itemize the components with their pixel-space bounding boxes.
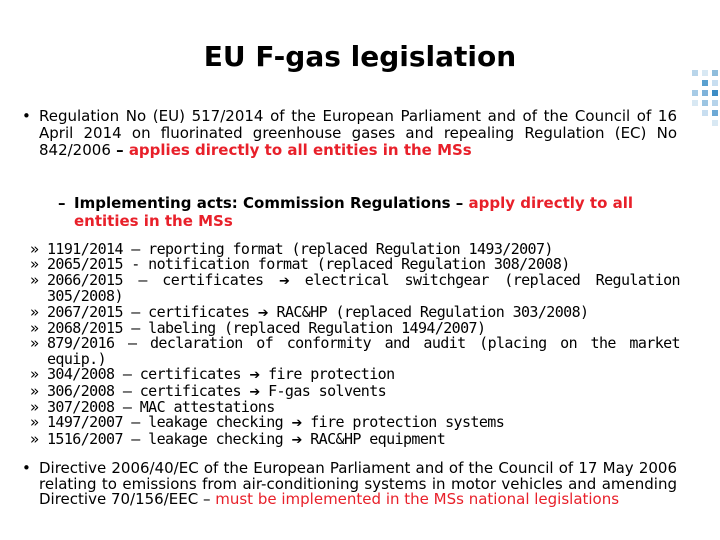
directive-bullet-block xyxy=(22,461,677,508)
list-item-pre: 1191/2014 – reporting format (replaced Regulation 1493/2007) xyxy=(47,240,553,258)
regulation-text xyxy=(39,108,677,159)
list-item xyxy=(30,270,680,306)
list-item-post: fire protection xyxy=(259,365,395,384)
directive-text xyxy=(39,461,677,508)
directive-emphasis-1: must be xyxy=(215,490,277,509)
regulation-description: Regulation No (EU) 517/2014 of the European Parliament and of the Council of 16 April 2014 on fluorinated greenhouse gases and repealing Regulation (EC) No 842/2006 xyxy=(39,107,677,159)
bullet-marker: • xyxy=(22,107,31,125)
regulations-list xyxy=(30,242,680,448)
implementing-acts-emphasis: apply directly to all entities in the MSs xyxy=(74,194,634,230)
list-marker: » xyxy=(30,365,40,384)
dash-marker: – xyxy=(58,194,66,212)
list-item-pre: 2066/2015 – certificates xyxy=(47,270,279,289)
list-item-post: RAC&HP (replaced Regulation 303/2008) xyxy=(268,302,589,321)
directive-description: Directive 2006/40/EC of the European Parliament and of the Council of 17 May 2006 relating to emissions from air-conditioning systems in motor vehicles and amending Directive 70/156/EEC – xyxy=(39,459,677,509)
list-marker: » xyxy=(30,413,40,432)
decorative-squares xyxy=(690,68,720,138)
list-marker: » xyxy=(30,429,40,448)
slide-title: EU F-gas legislation xyxy=(203,40,517,73)
list-marker: » xyxy=(30,381,40,400)
list-item-post: RAC&HP equipment xyxy=(301,429,446,448)
list-item-post: electrical switchgear (replaced Regulation 305/2008) xyxy=(47,270,680,306)
list-item-pre: 307/2008 – MAC attestations xyxy=(47,398,275,417)
list-item xyxy=(30,429,680,448)
list-marker: » xyxy=(30,319,40,338)
list-marker: » xyxy=(30,302,40,321)
arrow-right-icon: ➔ xyxy=(249,384,260,400)
list-item-text xyxy=(47,336,680,367)
list-item-pre: 2067/2015 – certificates xyxy=(47,302,258,321)
bullet-marker: • xyxy=(22,459,31,477)
arrow-right-icon: ➔ xyxy=(291,416,302,432)
implementing-acts-text xyxy=(74,194,658,230)
list-item-pre: 879/2016 – declaration of conformity and audit (placing on the market equip.) xyxy=(47,334,680,368)
list-item-post: F-gas solvents xyxy=(259,381,387,400)
list-item-pre: 1497/2007 – leakage checking xyxy=(47,413,292,432)
list-marker: » xyxy=(30,270,40,289)
list-item-text xyxy=(47,429,680,448)
regulation-bullet-block xyxy=(22,108,677,159)
list-item-pre: 1516/2007 – leakage checking xyxy=(47,429,292,448)
regulation-dash: – xyxy=(110,141,129,159)
list-marker: » xyxy=(30,255,40,274)
list-marker: » xyxy=(30,334,40,353)
list-item xyxy=(30,336,680,367)
list-item-pre: 2065/2015 - notification format (replaced Regulation 308/2008) xyxy=(47,255,570,274)
list-marker: » xyxy=(30,240,40,258)
list-item-pre: 306/2008 – certificates xyxy=(47,381,250,400)
regulation-emphasis: applies directly to all entities in the MSs xyxy=(128,141,472,159)
arrow-right-icon: ➔ xyxy=(278,273,290,289)
arrow-right-icon: ➔ xyxy=(291,432,302,448)
implementing-acts-block xyxy=(58,194,658,230)
arrow-right-icon: ➔ xyxy=(249,368,260,384)
list-item-pre: 2068/2015 – labeling (replaced Regulation 1494/2007) xyxy=(47,319,486,338)
arrow-right-icon: ➔ xyxy=(257,305,269,321)
list-item-text xyxy=(47,270,680,306)
implementing-acts-description: Implementing acts: Commission Regulations – xyxy=(74,194,469,212)
list-item-post: fire protection systems xyxy=(301,413,505,432)
list-item-pre: 304/2008 – certificates xyxy=(47,365,250,384)
directive-emphasis-2: implemented in the MSs national legislations xyxy=(281,490,620,509)
list-marker: » xyxy=(30,398,40,417)
